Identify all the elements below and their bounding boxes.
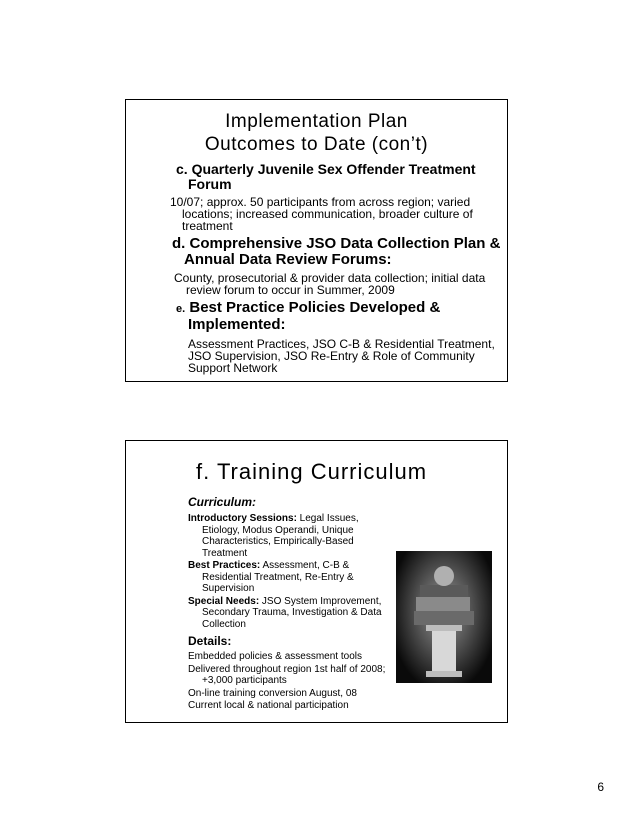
heading-e: e. Best Practice Policies Developed & Implemented: — [176, 299, 441, 333]
pillar-cap — [426, 625, 462, 631]
slide-title: Implementation Plan Outcomes to Date (con’t) — [204, 111, 429, 155]
heading-c: c. Quarterly Juvenile Sex Offender Treatment Forum — [176, 161, 476, 192]
details-label: Details: — [188, 634, 232, 648]
slide-training-curriculum — [125, 440, 508, 723]
curriculum-label: Curriculum: — [188, 495, 257, 509]
slide-body — [188, 495, 398, 713]
list-item: Embedded policies & assessment tools — [188, 651, 362, 662]
list-item: Best Practices: Assessment, C-B & Residential Treatment, Re-Entry & Supervision — [188, 560, 354, 594]
pillar-base — [426, 671, 462, 677]
books-apple-pillar-image — [396, 551, 492, 683]
heading-d: d. Comprehensive JSO Data Collection Plan & Annual Data Review Forums: — [172, 235, 501, 268]
list-item: Current local & national participation — [188, 700, 349, 711]
apple-shape — [434, 566, 454, 586]
page-number: 6 — [597, 780, 604, 794]
photo-illustration — [396, 551, 492, 683]
list-item: Delivered throughout region 1st half of 2008; +3,000 participants — [188, 663, 386, 686]
book-shape — [420, 585, 468, 597]
detail-c: 10/07; approx. 50 participants from across region; varied locations; increased communication, broader culture of treatment — [170, 195, 473, 233]
slide-body — [170, 161, 506, 375]
list-item: Special Needs: JSO System Improvement, Secondary Trauma, Investigation & Data Collection — [188, 595, 382, 630]
book-shape — [414, 611, 474, 625]
slide-title: f. Training Curriculum — [196, 459, 428, 484]
pillar-shape — [432, 629, 456, 673]
book-shape — [416, 597, 470, 611]
detail-e: Assessment Practices, JSO C-B & Residential Treatment, JSO Supervision, JSO Re-Entry & Role of Community Support Network — [188, 337, 495, 375]
list-item: On-line training conversion August, 08 — [188, 687, 357, 699]
slide-implementation-plan — [125, 99, 508, 382]
list-item: Introductory Sessions: Legal Issues, Etiology, Modus Operandi, Unique Characteristics, Empirically-Based Treatment — [188, 513, 359, 559]
detail-d: County, prosecutorial & provider data collection; initial data review forum to occur in Summer, 2009 — [174, 271, 486, 297]
